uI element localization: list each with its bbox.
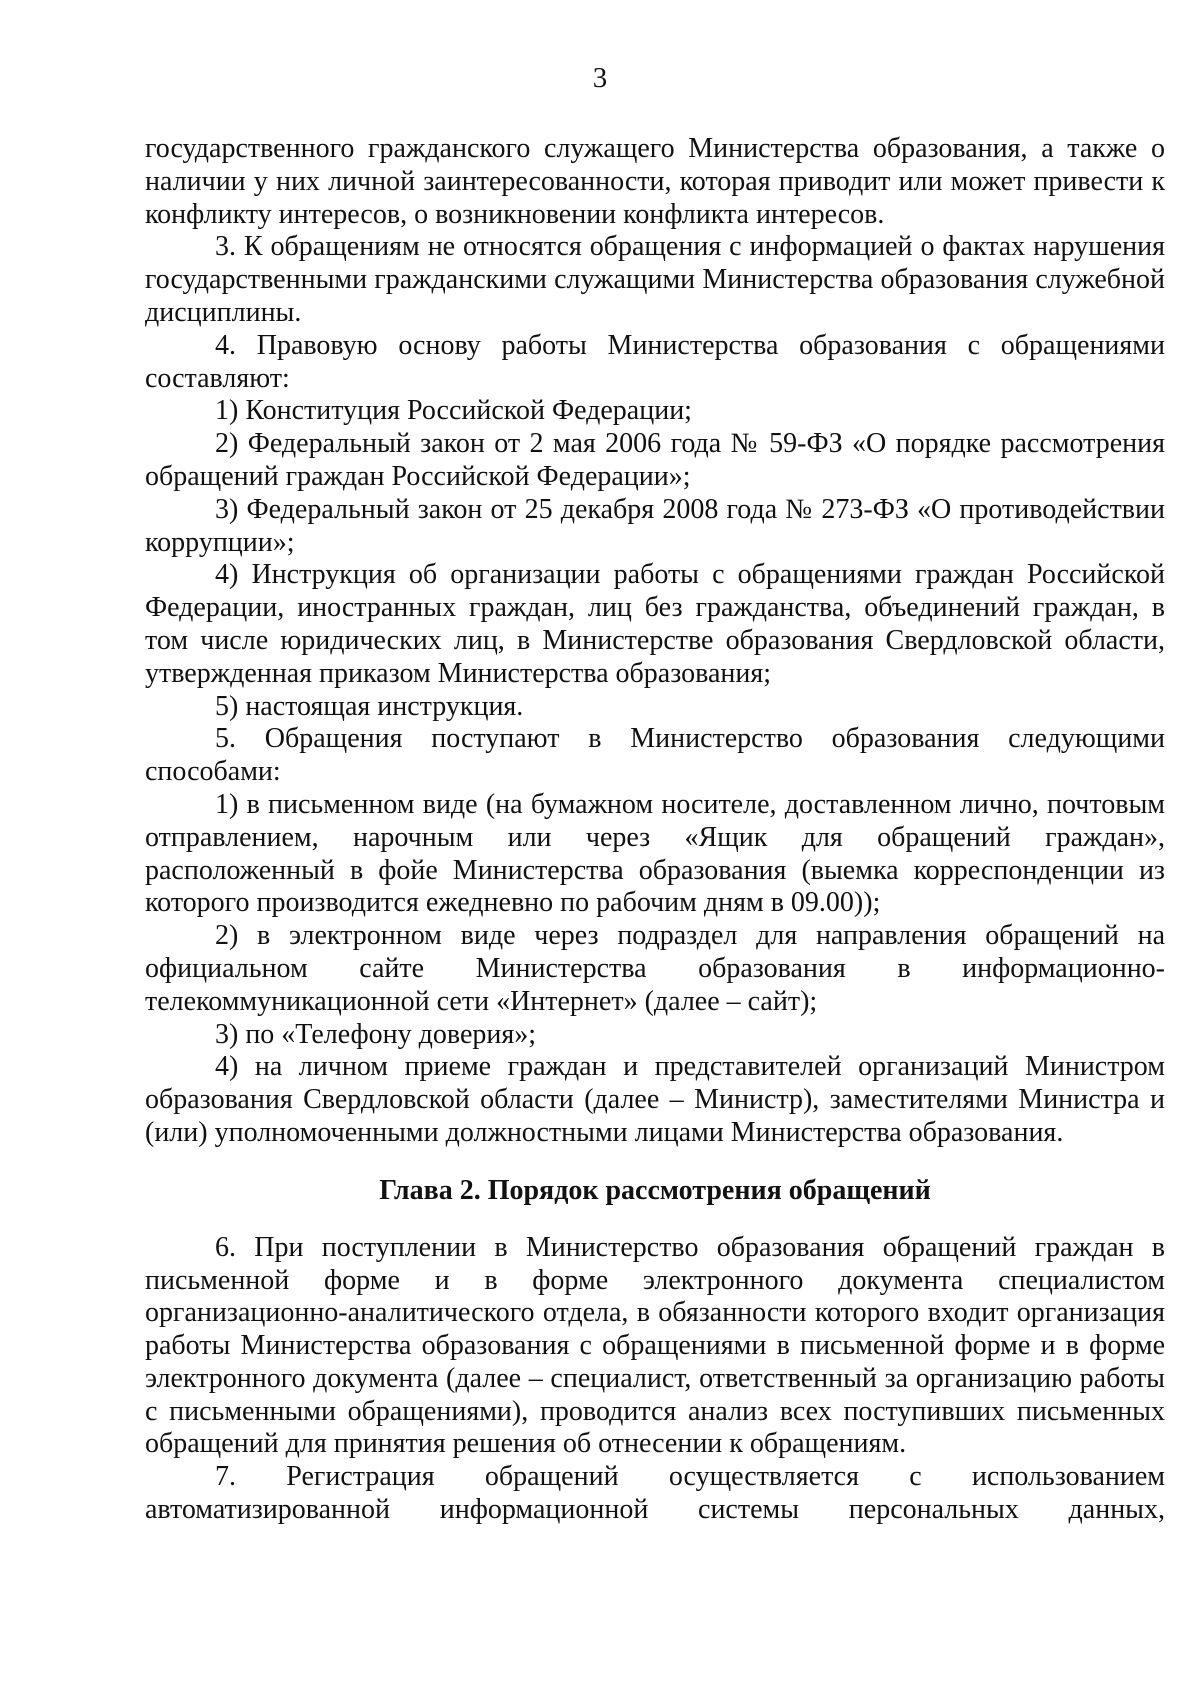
paragraph-item-6: 6. При поступлении в Министерство образования обращений граждан в письменной форме и в форме электронного документа специалистом организационно-аналитического отдела, в обязанности которого входит организация работы Министерства образования с обращениями в письменной форме и в форме электронного документа (далее – специалист, ответственный за организацию работы с письменными обращениями), проводится анализ всех поступивших письменных обращений для принятия решения об отнесении к обращениям.	[145, 1231, 1165, 1460]
paragraph-item-4: 4. Правовую основу работы Министерства образования с обращениями составляют:	[145, 329, 1165, 394]
list-item: 5) настоящая инструкция.	[215, 690, 524, 722]
page-number: 3	[592, 62, 608, 94]
list-item: 1) Конституция Российской Федерации;	[215, 395, 692, 427]
document-body	[145, 133, 1165, 1527]
paragraph-item-5: 5. Обращения поступают в Министерство образования следующими способами:	[145, 723, 1165, 788]
list-item: 2) Федеральный закон от 2 мая 2006 года № 59-ФЗ «О порядке рассмотрения обращений граждан Российской Федерации»;	[145, 428, 1165, 492]
chapter-heading: Глава 2. Порядок рассмотрения обращений	[379, 1174, 931, 1206]
list-item: 3) Федеральный закон от 25 декабря 2008 года № 273-ФЗ «О противодействии коррупции»;	[145, 493, 1165, 558]
list-item: 4) Инструкция об организации работы с обращениями граждан Российской Федерации, иностранных граждан, лиц без гражданства, объединений граждан, в том числе юридических лиц, в Министерстве образования Свердловской области, утвержденная приказом Министерства образования;	[145, 559, 1165, 689]
list-item: 1) в письменном виде (на бумажном носителе, доставленном лично, почтовым отправлением, нарочным или через «Ящик для обращений граждан», расположенный в фойе Министерства образования (выемка корреспонденции из которого производится ежедневно по рабочим дням в 09.00));	[145, 788, 1165, 919]
paragraph-item-3: 3. К обращениям не относятся обращения с информацией о фактах нарушения государственными гражданскими служащими Министерства образования служебной дисциплины.	[145, 231, 1165, 328]
list-item: 3) по «Телефону доверия»;	[215, 1018, 537, 1050]
paragraph-item-7: 7. Регистрация обращений осуществляется с использованием автоматизированной информационной системы персональных данных,	[145, 1461, 1165, 1526]
list-item: 2) в электронном виде через подраздел для направления обращений на официальном сайте Министерства образования в информационно-телекоммуникационной сети «Интернет» (далее – сайт);	[145, 920, 1165, 1017]
list-item: 4) на личном приеме граждан и представителей организаций Министром образования Свердловской области (далее – Министр), заместителями Министра и (или) уполномоченными должностными лицами Министерства образования.	[145, 1051, 1165, 1148]
paragraph: государственного гражданского служащего Министерства образования, а также о наличии у них личной заинтересованности, которая приводит или может привести к конфликту интересов, о возникновении конфликта интересов.	[145, 133, 1165, 230]
